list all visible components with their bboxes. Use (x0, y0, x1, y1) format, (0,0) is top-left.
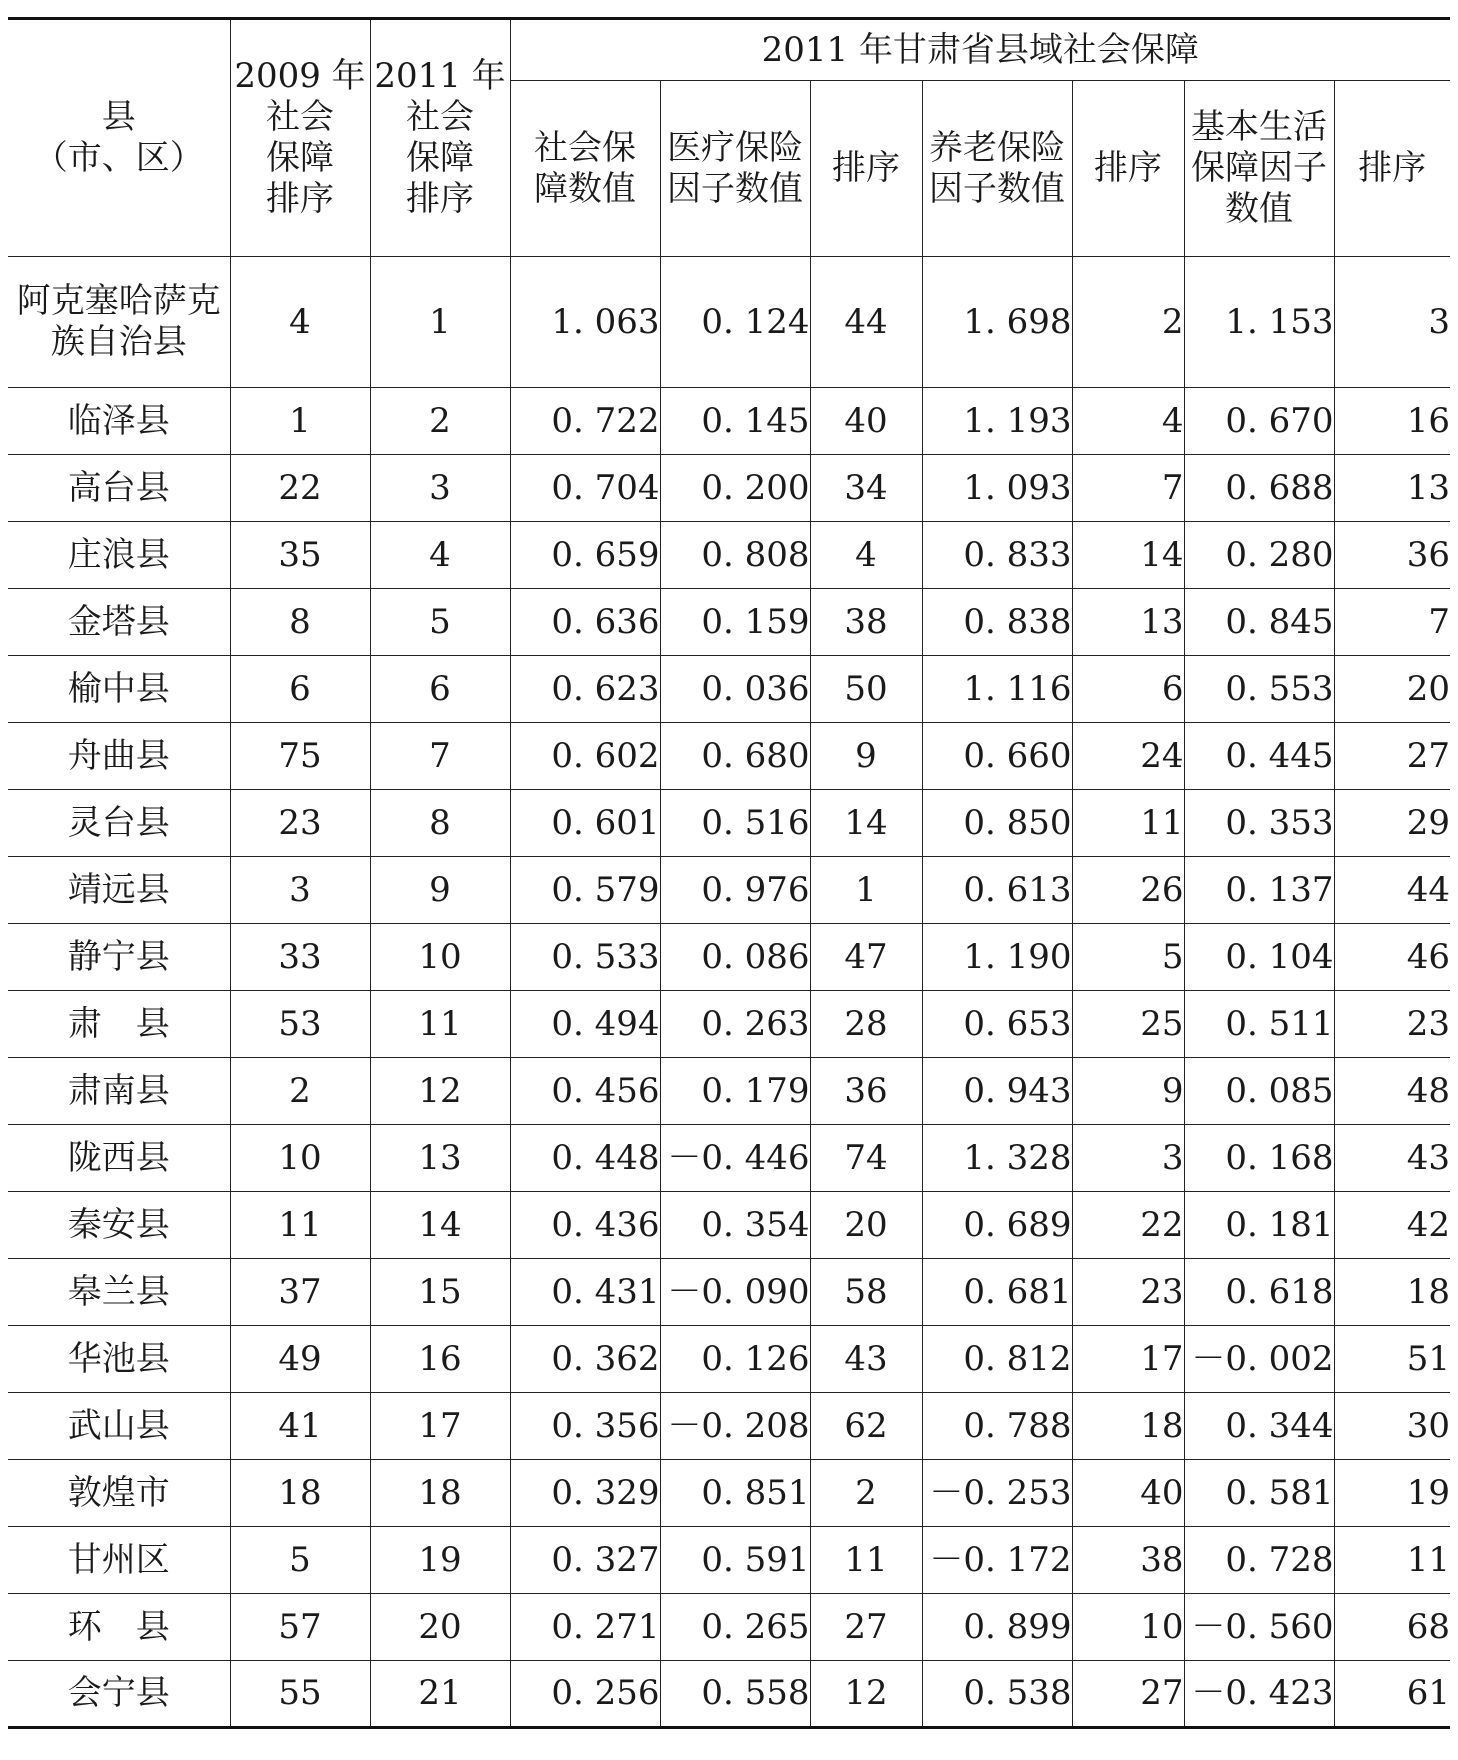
cell-pension-rank: 13 (1072, 589, 1184, 656)
header-basic-living-line: 基本生活 (1191, 107, 1327, 148)
cell-rank-2009: 5 (230, 1527, 370, 1594)
cell-rank-2011: 8 (370, 790, 510, 857)
table-row (8, 1594, 1450, 1661)
header-rank-2011-line: 2011 年 (374, 56, 506, 97)
cell-rank-2009: 53 (230, 991, 370, 1058)
cell-basic-living-factor: 0. 353 (1184, 790, 1334, 857)
cell-rank-2011: 6 (370, 656, 510, 723)
header-pension-factor-line: 因子数值 (929, 168, 1065, 209)
header-social-value (510, 81, 660, 257)
cell-basic-living-factor: 0. 553 (1184, 656, 1334, 723)
cell-basic-living-factor: 0. 104 (1184, 924, 1334, 991)
cell-rank-2009: 35 (230, 522, 370, 589)
header-pension-factor (922, 81, 1072, 257)
cell-medical-rank: 2 (810, 1460, 922, 1527)
county-name-line: 陇西县 (67, 1137, 170, 1178)
county-name-line: 甘州区 (67, 1539, 170, 1580)
header-basic-living-line: 保障因子 (1191, 148, 1327, 189)
cell-basic-living-rank: 61 (1334, 1661, 1450, 1728)
cell-medical-factor: 0. 124 (660, 257, 810, 388)
cell-social-value: 0. 533 (510, 924, 660, 991)
cell-county (8, 1594, 230, 1661)
cell-basic-living-rank: 23 (1334, 991, 1450, 1058)
cell-pension-factor: 0. 660 (922, 723, 1072, 790)
cell-basic-living-rank: 36 (1334, 522, 1450, 589)
table-row (8, 1125, 1450, 1192)
cell-pension-factor: 0. 899 (922, 1594, 1072, 1661)
table-row (8, 924, 1450, 991)
table-row (8, 1661, 1450, 1728)
cell-pension-rank: 4 (1072, 388, 1184, 455)
cell-rank-2009: 8 (230, 589, 370, 656)
header-medical-rank: 排序 (810, 81, 922, 257)
cell-basic-living-rank: 11 (1334, 1527, 1450, 1594)
cell-social-value: 0. 448 (510, 1125, 660, 1192)
header-medical-factor-line: 医疗保险 (667, 127, 803, 168)
cell-basic-living-factor: 0. 445 (1184, 723, 1334, 790)
table-row (8, 857, 1450, 924)
cell-basic-living-factor: 0. 344 (1184, 1393, 1334, 1460)
header-pension-rank: 排序 (1072, 81, 1184, 257)
table-row (8, 1259, 1450, 1326)
cell-rank-2011: 1 (370, 257, 510, 388)
cell-medical-rank: 43 (810, 1326, 922, 1393)
cell-rank-2009: 3 (230, 857, 370, 924)
cell-county (8, 1259, 230, 1326)
cell-rank-2009: 33 (230, 924, 370, 991)
header-basic-living-factor (1184, 81, 1334, 257)
cell-social-value: 0. 636 (510, 589, 660, 656)
cell-basic-living-rank: 13 (1334, 455, 1450, 522)
header-county-line: （市、区） (33, 138, 204, 178)
cell-rank-2009: 22 (230, 455, 370, 522)
cell-rank-2009: 1 (230, 388, 370, 455)
cell-social-value: 0. 623 (510, 656, 660, 723)
cell-county (8, 388, 230, 455)
cell-social-value: 0. 327 (510, 1527, 660, 1594)
table-row (8, 1326, 1450, 1393)
county-name-line: 庄浪县 (67, 534, 170, 575)
cell-basic-living-factor: 0. 670 (1184, 388, 1334, 455)
header-group-title: 2011 年甘肃省县域社会保障 (510, 19, 1450, 81)
cell-social-value: 0. 329 (510, 1460, 660, 1527)
cell-basic-living-rank: 51 (1334, 1326, 1450, 1393)
cell-rank-2011: 21 (370, 1661, 510, 1728)
header-rank-2009-line: 保障 (266, 138, 334, 178)
cell-basic-living-rank: 46 (1334, 924, 1450, 991)
cell-rank-2011: 3 (370, 455, 510, 522)
cell-basic-living-rank: 68 (1334, 1594, 1450, 1661)
header-rank-2011-line: 社会 (406, 97, 474, 138)
cell-social-value: 0. 362 (510, 1326, 660, 1393)
cell-rank-2009: 23 (230, 790, 370, 857)
cell-basic-living-factor: －0. 002 (1184, 1326, 1334, 1393)
cell-county (8, 1125, 230, 1192)
table-row (8, 1527, 1450, 1594)
cell-medical-factor: 0. 680 (660, 723, 810, 790)
cell-basic-living-factor: －0. 423 (1184, 1661, 1334, 1728)
cell-medical-rank: 28 (810, 991, 922, 1058)
cell-basic-living-factor: 0. 581 (1184, 1460, 1334, 1527)
cell-rank-2009: 57 (230, 1594, 370, 1661)
cell-basic-living-factor: 0. 168 (1184, 1125, 1334, 1192)
cell-pension-factor: 1. 698 (922, 257, 1072, 388)
cell-county (8, 1192, 230, 1259)
table-row (8, 455, 1450, 522)
cell-medical-factor: 0. 808 (660, 522, 810, 589)
cell-medical-factor: 0. 354 (660, 1192, 810, 1259)
cell-pension-rank: 23 (1072, 1259, 1184, 1326)
cell-medical-factor: －0. 446 (660, 1125, 810, 1192)
table-row (8, 1460, 1450, 1527)
cell-rank-2011: 9 (370, 857, 510, 924)
cell-pension-factor: 0. 613 (922, 857, 1072, 924)
cell-medical-factor: 0. 516 (660, 790, 810, 857)
cell-rank-2011: 5 (370, 589, 510, 656)
cell-pension-factor: 1. 093 (922, 455, 1072, 522)
cell-basic-living-factor: 0. 845 (1184, 589, 1334, 656)
cell-rank-2011: 19 (370, 1527, 510, 1594)
table-row (8, 790, 1450, 857)
county-name-line: 族自治县 (50, 322, 187, 362)
cell-pension-rank: 24 (1072, 723, 1184, 790)
cell-pension-factor: 0. 689 (922, 1192, 1072, 1259)
cell-social-value: 0. 456 (510, 1058, 660, 1125)
cell-medical-rank: 62 (810, 1393, 922, 1460)
cell-pension-factor: 0. 943 (922, 1058, 1072, 1125)
cell-rank-2011: 16 (370, 1326, 510, 1393)
county-name-line: 敦煌市 (67, 1472, 170, 1513)
cell-county (8, 857, 230, 924)
cell-medical-rank: 27 (810, 1594, 922, 1661)
cell-pension-rank: 10 (1072, 1594, 1184, 1661)
cell-basic-living-factor: 0. 618 (1184, 1259, 1334, 1326)
cell-medical-factor: 0. 179 (660, 1058, 810, 1125)
cell-medical-factor: 0. 036 (660, 656, 810, 723)
cell-pension-factor: 0. 850 (922, 790, 1072, 857)
cell-pension-factor: －0. 172 (922, 1527, 1072, 1594)
header-county-line: 县 (101, 97, 136, 138)
cell-basic-living-rank: 20 (1334, 656, 1450, 723)
cell-county (8, 790, 230, 857)
social-security-table (8, 17, 1450, 1729)
cell-county (8, 1661, 230, 1728)
cell-medical-rank: 50 (810, 656, 922, 723)
cell-rank-2009: 37 (230, 1259, 370, 1326)
table-row (8, 1192, 1450, 1259)
cell-county (8, 1460, 230, 1527)
cell-rank-2009: 10 (230, 1125, 370, 1192)
cell-county (8, 1326, 230, 1393)
cell-pension-rank: 26 (1072, 857, 1184, 924)
cell-pension-rank: 3 (1072, 1125, 1184, 1192)
cell-rank-2009: 75 (230, 723, 370, 790)
header-social-value-line: 障数值 (534, 168, 636, 209)
cell-social-value: 0. 704 (510, 455, 660, 522)
cell-social-value: 0. 271 (510, 1594, 660, 1661)
cell-pension-rank: 7 (1072, 455, 1184, 522)
cell-pension-rank: 6 (1072, 656, 1184, 723)
header-medical-factor (660, 81, 810, 257)
cell-basic-living-rank: 43 (1334, 1125, 1450, 1192)
table-row (8, 1058, 1450, 1125)
cell-basic-living-rank: 30 (1334, 1393, 1450, 1460)
cell-pension-rank: 14 (1072, 522, 1184, 589)
cell-medical-factor: 0. 265 (660, 1594, 810, 1661)
cell-rank-2011: 15 (370, 1259, 510, 1326)
cell-pension-factor: 1. 193 (922, 388, 1072, 455)
cell-medical-rank: 12 (810, 1661, 922, 1728)
cell-basic-living-rank: 18 (1334, 1259, 1450, 1326)
table-row (8, 388, 1450, 455)
cell-social-value: 1. 063 (510, 257, 660, 388)
cell-social-value: 0. 722 (510, 388, 660, 455)
cell-pension-rank: 17 (1072, 1326, 1184, 1393)
cell-medical-factor: 0. 591 (660, 1527, 810, 1594)
cell-basic-living-factor: 0. 137 (1184, 857, 1334, 924)
county-name-line: 舟曲县 (67, 735, 170, 776)
cell-medical-rank: 34 (810, 455, 922, 522)
header-county (8, 19, 230, 257)
county-name-line: 灵台县 (67, 802, 170, 843)
cell-rank-2011: 14 (370, 1192, 510, 1259)
cell-medical-rank: 9 (810, 723, 922, 790)
cell-medical-rank: 14 (810, 790, 922, 857)
cell-pension-factor: 0. 833 (922, 522, 1072, 589)
county-name-line: 华池县 (67, 1338, 170, 1379)
table-row (8, 589, 1450, 656)
cell-social-value: 0. 601 (510, 790, 660, 857)
cell-county (8, 924, 230, 991)
cell-medical-rank: 47 (810, 924, 922, 991)
table-row (8, 257, 1450, 388)
header-rank-2009-line: 2009 年 (234, 56, 366, 97)
cell-rank-2011: 20 (370, 1594, 510, 1661)
cell-medical-rank: 74 (810, 1125, 922, 1192)
header-pension-factor-line: 养老保险 (929, 127, 1065, 168)
cell-rank-2011: 4 (370, 522, 510, 589)
cell-rank-2011: 12 (370, 1058, 510, 1125)
table-row (8, 522, 1450, 589)
cell-pension-rank: 25 (1072, 991, 1184, 1058)
cell-pension-rank: 27 (1072, 1661, 1184, 1728)
cell-pension-factor: 0. 681 (922, 1259, 1072, 1326)
county-name-line: 靖远县 (67, 869, 170, 910)
cell-rank-2011: 2 (370, 388, 510, 455)
county-name-line: 环 县 (67, 1606, 170, 1647)
table-row (8, 1393, 1450, 1460)
county-name-line: 金塔县 (67, 601, 170, 642)
cell-county (8, 522, 230, 589)
cell-rank-2011: 11 (370, 991, 510, 1058)
cell-social-value: 0. 431 (510, 1259, 660, 1326)
cell-rank-2011: 17 (370, 1393, 510, 1460)
cell-medical-factor: －0. 208 (660, 1393, 810, 1460)
cell-pension-factor: 0. 788 (922, 1393, 1072, 1460)
cell-medical-rank: 58 (810, 1259, 922, 1326)
county-name-line: 临泽县 (67, 400, 170, 441)
cell-county (8, 1058, 230, 1125)
header-basic-living-rank: 排序 (1334, 81, 1450, 257)
cell-basic-living-rank: 16 (1334, 388, 1450, 455)
cell-rank-2011: 18 (370, 1460, 510, 1527)
cell-pension-factor: 0. 653 (922, 991, 1072, 1058)
header-medical-factor-line: 因子数值 (667, 168, 803, 209)
cell-rank-2009: 4 (230, 257, 370, 388)
cell-social-value: 0. 356 (510, 1393, 660, 1460)
cell-county (8, 723, 230, 790)
cell-medical-factor: 0. 976 (660, 857, 810, 924)
cell-medical-factor: 0. 145 (660, 388, 810, 455)
header-rank-2011-line: 保障 (406, 138, 474, 178)
cell-pension-rank: 22 (1072, 1192, 1184, 1259)
table-row (8, 723, 1450, 790)
cell-basic-living-rank: 7 (1334, 589, 1450, 656)
cell-rank-2009: 49 (230, 1326, 370, 1393)
cell-medical-rank: 4 (810, 522, 922, 589)
county-name-line: 高台县 (67, 467, 170, 508)
cell-medical-rank: 1 (810, 857, 922, 924)
cell-pension-rank: 18 (1072, 1393, 1184, 1460)
county-name-line: 肃南县 (67, 1070, 170, 1111)
cell-basic-living-factor: 0. 085 (1184, 1058, 1334, 1125)
cell-pension-rank: 2 (1072, 257, 1184, 388)
cell-rank-2011: 7 (370, 723, 510, 790)
cell-basic-living-rank: 27 (1334, 723, 1450, 790)
table-row (8, 991, 1450, 1058)
county-name-line: 静宁县 (67, 936, 170, 977)
cell-county (8, 656, 230, 723)
cell-pension-factor: 1. 190 (922, 924, 1072, 991)
cell-basic-living-rank: 42 (1334, 1192, 1450, 1259)
cell-medical-factor: 0. 263 (660, 991, 810, 1058)
cell-basic-living-rank: 29 (1334, 790, 1450, 857)
cell-social-value: 0. 659 (510, 522, 660, 589)
cell-county (8, 991, 230, 1058)
cell-basic-living-factor: 1. 153 (1184, 257, 1334, 388)
cell-social-value: 0. 256 (510, 1661, 660, 1728)
header-rank-2011 (370, 19, 510, 257)
cell-medical-factor: 0. 159 (660, 589, 810, 656)
county-name-line: 武山县 (67, 1405, 170, 1446)
cell-basic-living-rank: 48 (1334, 1058, 1450, 1125)
cell-medical-factor: 0. 126 (660, 1326, 810, 1393)
cell-basic-living-factor: 0. 728 (1184, 1527, 1334, 1594)
county-name-line: 皋兰县 (67, 1271, 170, 1312)
cell-rank-2009: 55 (230, 1661, 370, 1728)
cell-pension-factor: 1. 328 (922, 1125, 1072, 1192)
cell-medical-factor: －0. 090 (660, 1259, 810, 1326)
cell-rank-2009: 6 (230, 656, 370, 723)
cell-pension-factor: 0. 838 (922, 589, 1072, 656)
cell-basic-living-rank: 3 (1334, 257, 1450, 388)
cell-pension-factor: 1. 116 (922, 656, 1072, 723)
header-basic-living-line: 数值 (1225, 188, 1293, 229)
county-name-line: 肃 县 (67, 1003, 170, 1044)
cell-pension-factor: －0. 253 (922, 1460, 1072, 1527)
cell-rank-2011: 13 (370, 1125, 510, 1192)
cell-rank-2009: 11 (230, 1192, 370, 1259)
cell-medical-rank: 20 (810, 1192, 922, 1259)
cell-pension-rank: 11 (1072, 790, 1184, 857)
cell-basic-living-factor: 0. 511 (1184, 991, 1334, 1058)
header-rank-2011-line: 排序 (406, 178, 474, 219)
cell-basic-living-factor: －0. 560 (1184, 1594, 1334, 1661)
cell-pension-rank: 40 (1072, 1460, 1184, 1527)
cell-medical-factor: 0. 086 (660, 924, 810, 991)
cell-medical-rank: 44 (810, 257, 922, 388)
cell-basic-living-rank: 44 (1334, 857, 1450, 924)
cell-medical-rank: 40 (810, 388, 922, 455)
cell-rank-2011: 10 (370, 924, 510, 991)
cell-rank-2009: 18 (230, 1460, 370, 1527)
cell-basic-living-factor: 0. 181 (1184, 1192, 1334, 1259)
cell-medical-rank: 36 (810, 1058, 922, 1125)
county-name-line: 榆中县 (67, 668, 170, 709)
county-name-line: 会宁县 (67, 1673, 170, 1714)
county-name-line: 秦安县 (67, 1204, 170, 1245)
cell-social-value: 0. 494 (510, 991, 660, 1058)
header-rank-2009-line: 社会 (266, 97, 334, 138)
cell-medical-factor: 0. 200 (660, 455, 810, 522)
cell-pension-rank: 9 (1072, 1058, 1184, 1125)
cell-basic-living-factor: 0. 688 (1184, 455, 1334, 522)
cell-county (8, 257, 230, 388)
cell-pension-rank: 5 (1072, 924, 1184, 991)
cell-medical-factor: 0. 851 (660, 1460, 810, 1527)
cell-pension-factor: 0. 538 (922, 1661, 1072, 1728)
county-name-line: 阿克塞哈萨克 (16, 281, 221, 322)
cell-county (8, 589, 230, 656)
header-rank-2009 (230, 19, 370, 257)
cell-county (8, 455, 230, 522)
cell-pension-rank: 38 (1072, 1527, 1184, 1594)
table-row (8, 656, 1450, 723)
table-body (8, 257, 1450, 1728)
cell-social-value: 0. 436 (510, 1192, 660, 1259)
cell-county (8, 1527, 230, 1594)
cell-medical-rank: 38 (810, 589, 922, 656)
header-social-value-line: 社会保 (534, 127, 636, 168)
cell-medical-rank: 11 (810, 1527, 922, 1594)
cell-social-value: 0. 579 (510, 857, 660, 924)
cell-pension-factor: 0. 812 (922, 1326, 1072, 1393)
cell-basic-living-factor: 0. 280 (1184, 522, 1334, 589)
cell-rank-2009: 41 (230, 1393, 370, 1460)
cell-rank-2009: 2 (230, 1058, 370, 1125)
cell-social-value: 0. 602 (510, 723, 660, 790)
cell-basic-living-rank: 19 (1334, 1460, 1450, 1527)
header-rank-2009-line: 排序 (266, 178, 334, 219)
cell-county (8, 1393, 230, 1460)
cell-medical-factor: 0. 558 (660, 1661, 810, 1728)
